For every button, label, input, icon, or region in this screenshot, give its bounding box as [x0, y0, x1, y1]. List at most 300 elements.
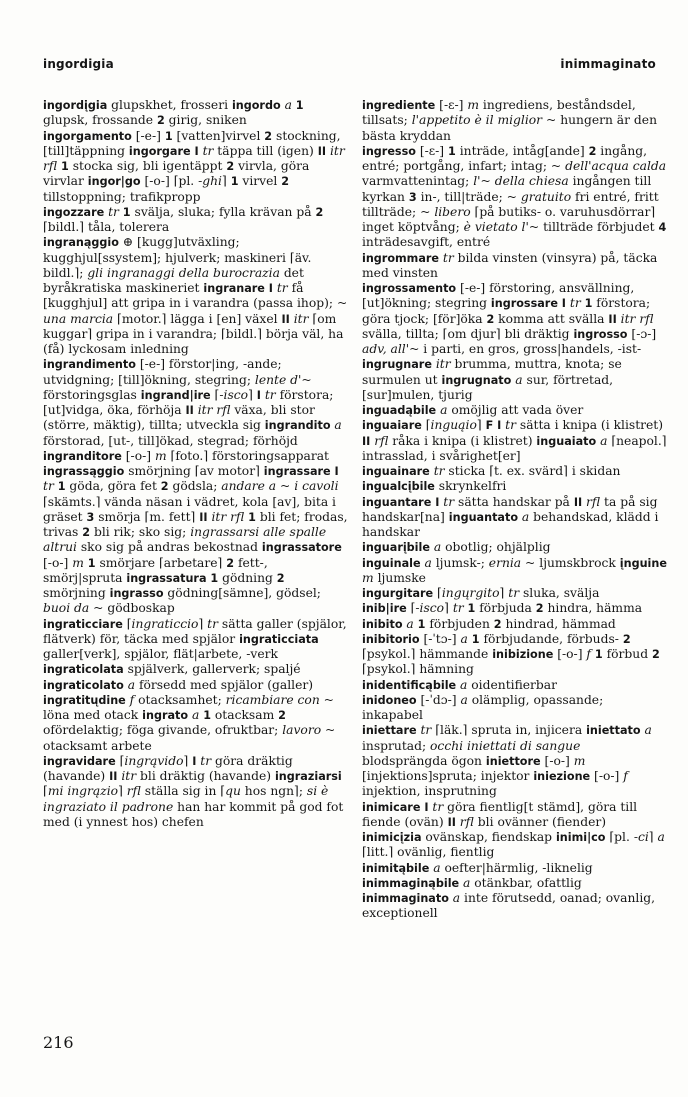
entry-text: obotlig; ohjälplig	[441, 540, 551, 555]
headword: inibito	[362, 617, 403, 631]
entry-text: otänkbar, ofattlig	[470, 875, 582, 890]
entry-text: omöjlig att vada över	[447, 403, 584, 417]
headword: ingranditore	[43, 449, 122, 463]
entry-text: tillstoppning; trafikpropp	[43, 189, 201, 204]
entry-text: [injektions]spruta; injektor	[362, 769, 534, 783]
italic-text: itr rfl	[207, 509, 245, 524]
headword: 2	[588, 144, 597, 158]
entry-text: ⌈psykol.⌉ hämmande	[362, 647, 493, 661]
italic-text: a	[518, 509, 530, 524]
entry-text: täppa till (igen)	[213, 143, 318, 158]
entry-text: ljumskbrock	[535, 555, 620, 570]
entry-text: ⊕ [kugg]utväxling; kugghjul[ssystem]; hjulverk; maskineri ⌈äv. bildl.⌉;	[43, 235, 312, 280]
headword: inimicįzia	[362, 831, 422, 844]
italic-text: ingrassarsi alle spalle altrui	[43, 525, 327, 555]
entry-text: göra dräktig (havande)	[43, 753, 293, 783]
headword: ingranare	[203, 282, 265, 295]
entry-text: svälja, sluka; fylla krävan på	[130, 204, 316, 219]
italic-text: f	[586, 647, 591, 661]
headword: ingraziarsi	[274, 770, 342, 783]
italic-text: itr	[117, 769, 137, 783]
headword: inibizione	[492, 648, 554, 661]
entry-text: ⌈psykol.⌉ hämning	[362, 662, 474, 677]
italic-text: a	[657, 830, 665, 844]
entry-text: hungern är den bästa kryddan	[362, 113, 657, 143]
italic-text: buoi da ~	[43, 601, 104, 616]
italic-text: -isco	[219, 387, 249, 402]
headword: 1	[244, 510, 256, 524]
italic-text: rfl	[126, 784, 141, 799]
headword: II	[573, 495, 583, 509]
entry-text: ⌈	[122, 616, 132, 631]
entry-text: inte förutsedd, oanad; ovanlig, exceptionell	[362, 891, 656, 921]
entry-text: [-o-]	[43, 555, 73, 570]
headword: 1	[53, 480, 66, 494]
headword: 1	[467, 632, 480, 646]
italic-text: inguąio	[430, 418, 477, 433]
headword: I	[330, 465, 339, 478]
headword: I	[420, 800, 429, 814]
headword: inguaiare	[362, 419, 422, 433]
headword: inguantare	[362, 495, 432, 509]
entry-text: [-ε-]	[415, 143, 449, 158]
entry-text: i parti, en gros, gross|handels, -ist-	[419, 342, 642, 356]
entry-text: virvel	[238, 174, 282, 189]
headword: 1	[448, 144, 456, 158]
entry-text: ⌈läk.⌉ spruta in, injicera	[431, 723, 587, 738]
entry-text: gödning	[218, 570, 277, 585]
entry-text: [-o-]	[121, 448, 155, 463]
entry-text: [-e-] förstoring, ansvällning, [ut]ökning; stegring	[362, 281, 635, 311]
entry-text: förstoringsglas	[43, 387, 141, 402]
italic-text: a	[436, 403, 448, 417]
entry-text: smörjare ⌈arbetare⌉	[95, 555, 227, 570]
headword: ingrosso	[573, 327, 628, 341]
italic-text: tr	[429, 464, 445, 478]
entry-text: gödning[sämne], gödsel;	[163, 586, 321, 600]
entry-text: sätta galler (spjälor, flätverk) för, täcka med spjälor	[43, 616, 347, 646]
entry-text: [-ˈdɔ-]	[416, 692, 461, 707]
headword: ingravidare	[43, 754, 116, 768]
entry-text: behandskad, klädd i handskar	[362, 509, 659, 539]
entry-text: ingången till kyrkan	[362, 174, 652, 204]
italic-text: tr	[565, 296, 581, 311]
headword: inguainare	[362, 465, 430, 478]
entry-text: försedd med spjälor (galler)	[135, 677, 314, 692]
italic-text: a	[460, 692, 468, 707]
entry-text: [-e-] förstor|ing, -ande; utvidgning; [till]ökning, stegring;	[43, 357, 282, 387]
entry-text: stockning, [till]täppning	[43, 128, 341, 158]
entry-text: inträde, intåg[ande]	[455, 143, 589, 158]
headword: ingozzare	[43, 205, 105, 219]
headword: I	[557, 297, 566, 311]
italic-text: occhi iniettati di sangue	[430, 738, 581, 753]
entry-text: sätta i knipa (i klistret)	[516, 418, 664, 433]
dictionary-entry	[362, 495, 668, 541]
headword: ingrassare	[263, 465, 331, 478]
entry-text: ofördelaktig; föga givande, ofruktbar;	[43, 723, 283, 738]
headword: II	[362, 434, 371, 448]
entry-text: komma att svälla	[494, 311, 609, 326]
italic-text: tr	[452, 601, 464, 616]
headword: II	[317, 144, 327, 158]
italic-text: una marcia	[43, 311, 114, 326]
headword: inguaiato	[536, 434, 597, 448]
italic-text: ricambiare con ~	[225, 692, 334, 707]
entry-text: ⌉	[248, 387, 257, 402]
headword: ingurgitare	[362, 587, 434, 600]
dictionary-entry	[362, 479, 668, 494]
headword: inguinale	[362, 556, 421, 570]
headword: II	[447, 815, 456, 829]
entry-text: bli rik; sko sig;	[90, 525, 191, 539]
headword: ingranąggio	[43, 236, 119, 250]
italic-text: a	[511, 372, 523, 387]
headword: 1	[118, 205, 131, 219]
entry-text: göda, göra fet	[65, 479, 161, 494]
headword: 2	[278, 709, 286, 722]
italic-text: a	[640, 723, 652, 738]
left-column	[43, 98, 349, 830]
entry-text: gödsla;	[168, 479, 222, 494]
entry-text: insprutad;	[362, 738, 431, 753]
entry-text: in-, till|träde; ~	[416, 189, 521, 204]
italic-text: f	[125, 692, 135, 707]
entry-text: förstora; göra tjock; [för]öka	[362, 296, 651, 326]
entry-text: fri entré, fritt tillträde; ~	[362, 189, 659, 219]
dictionary-entry	[362, 281, 668, 357]
headword: ingorgare	[128, 144, 191, 158]
headword: I	[190, 144, 199, 158]
dictionary-entry	[362, 251, 668, 282]
italic-text: lavoro ~	[282, 723, 336, 738]
dictionary-entry	[362, 556, 668, 587]
entry-text: sur, förtretad, [sur]mulen, tjurig	[362, 372, 614, 402]
headword: II	[109, 770, 118, 783]
headword: 1	[83, 556, 96, 570]
entry-text: olämplig, opassande; inkapabel	[362, 692, 604, 722]
italic-text: qu	[225, 784, 241, 799]
headword: 2	[264, 129, 273, 143]
headword: ingordįgia	[43, 99, 108, 112]
entry-text: ingång, entré; portgång, infart; intag; ~	[362, 143, 648, 173]
dictionary-entry	[43, 617, 349, 663]
right-column	[362, 98, 668, 922]
headword: ingrandito	[264, 419, 331, 433]
headword: ingrugnare	[362, 358, 432, 372]
running-head-left: ingordigia	[43, 57, 114, 71]
entry-text: varmvattenintag;	[362, 174, 474, 189]
dictionary-entry	[43, 98, 349, 129]
italic-text: a	[456, 677, 468, 692]
entry-text: förbjuda	[475, 601, 536, 616]
entry-text: otacksamhet;	[134, 692, 226, 707]
dictionary-entry	[362, 693, 668, 724]
entry-text: ⌉	[198, 616, 208, 631]
entry-text: girig, sniken	[164, 113, 247, 128]
dictionary-entry	[362, 98, 668, 144]
entry-text: växa, bli stor (större, mäktig), tillta; utveckla sig	[43, 403, 315, 433]
entry-text: ⌈	[43, 784, 48, 799]
italic-text: ingraticcio	[131, 616, 199, 631]
headword: II	[185, 404, 194, 417]
italic-text: a	[429, 860, 441, 875]
headword: ingraticciare	[43, 617, 123, 631]
entry-text: förstorad, [ut-, till]ökad, stegrad; förhöjd	[43, 433, 298, 448]
entry-text: [-o-]	[540, 753, 574, 768]
italic-text: libero	[434, 204, 471, 219]
italic-text: itr rfl	[193, 403, 231, 417]
headword: ingresso	[362, 144, 416, 158]
italic-text: a	[402, 616, 414, 631]
headword: ingor|go	[87, 175, 141, 189]
entry-text: [vatten]virvel	[172, 128, 265, 143]
italic-text: itr rfl	[43, 143, 345, 173]
entry-text: blodsprängda ögon	[362, 753, 486, 768]
entry-text: ⌉	[222, 174, 231, 189]
dictionary-entry	[362, 678, 668, 693]
dictionary-entry	[43, 754, 349, 830]
italic-text: a	[448, 891, 461, 905]
entry-text: otacksamt arbete	[43, 738, 152, 753]
entry-text: få [kugghjul] att gripa in i varandra (passa ihop); ~	[43, 281, 348, 311]
headword: iniettore	[485, 754, 541, 768]
headword: 1	[164, 129, 173, 143]
entry-text: förbud	[602, 647, 652, 661]
headword: inidentificąbile	[362, 678, 457, 692]
entry-text: ljumsk-;	[431, 555, 489, 570]
entry-text: [-e-]	[131, 128, 165, 143]
italic-text: tr	[272, 281, 288, 295]
headword: ingrassatore	[261, 541, 342, 555]
headword: 1	[291, 99, 304, 112]
headword: ingrand|ire	[140, 388, 211, 402]
entry-text: virvla, göra virvlar	[43, 159, 310, 189]
entry-text: ⌈foto.⌉ förstoringsapparat	[166, 448, 330, 463]
headword: ingraticolata	[43, 663, 124, 677]
italic-text: a	[429, 540, 442, 555]
headword: iniettato	[586, 724, 641, 738]
italic-text: tr	[104, 204, 119, 219]
entry-text: ⌈	[115, 753, 125, 768]
dictionary-entry	[362, 601, 668, 677]
dictionary-entry	[362, 357, 668, 403]
headword: 2	[82, 526, 91, 539]
dictionary-entry	[43, 357, 349, 464]
headword: I	[431, 495, 440, 509]
entry-text: bli ovänner (fiender)	[473, 814, 607, 829]
entry-text: ovänskap, fiendskap	[421, 830, 556, 844]
entry-text: hindra, hämma	[543, 601, 643, 616]
running-head-right: inimmaginato	[560, 57, 656, 71]
headword: inimicare	[362, 800, 421, 814]
entry-text: gödboskap	[103, 601, 175, 616]
entry-text: inträdesavgift, entré	[362, 235, 491, 250]
headword: ingualcįbile	[362, 480, 435, 494]
entry-text: ⌈pl.	[605, 830, 634, 844]
entry-text: tillträde förbjudet	[539, 220, 659, 234]
dictionary-entry	[362, 586, 668, 601]
italic-text: m	[573, 753, 586, 768]
entry-text: ⌈om kuggar⌉ gripa in i varandra; ⌈bildl.⌉ börja väl, ha (få) lyckosam inledning	[43, 311, 344, 356]
entry-text: han har kommit på god fot med (i ynnest hos) chefen	[43, 799, 344, 829]
headword: II	[281, 312, 290, 326]
headword: 2	[276, 571, 285, 585]
entry-text: ⌈skämts.⌉ vända näsan i vädret, kola [av], bita i gräset	[43, 494, 336, 524]
entry-text: glupsk, frossande	[43, 113, 157, 128]
entry-text: hos ngn⌉;	[240, 784, 307, 799]
italic-text: tr	[439, 494, 455, 509]
italic-text: mi ingrązio	[47, 784, 119, 799]
italic-text: m	[362, 570, 374, 585]
italic-text: tr	[438, 250, 454, 265]
dictionary-entry	[43, 662, 349, 693]
entry-text: otacksam	[211, 708, 279, 722]
entry-text: förbjudande, förbuds-	[479, 631, 623, 646]
headword: inguarįbile	[362, 541, 430, 555]
dictionary-entry	[43, 205, 349, 236]
entry-text: [-ε-]	[435, 98, 468, 112]
page-number: 216	[43, 1033, 74, 1052]
dictionary-entry	[362, 876, 668, 922]
entry-text: ⌉	[183, 753, 193, 768]
italic-text: -ci	[633, 830, 649, 844]
italic-text: itr rfl	[616, 311, 654, 326]
headword: ingrasso	[109, 587, 164, 600]
entry-text: bli fet; frodas, trivas	[43, 509, 348, 539]
headword: 3	[408, 190, 417, 204]
entry-text: förstora; [ut]vidga, öka, förhöja	[43, 387, 334, 417]
dictionary-entry	[362, 800, 668, 861]
italic-text: a	[123, 677, 136, 692]
entry-text: bli dräktig (havande)	[136, 769, 275, 783]
entry-text: ta på sig handskar[na]	[362, 494, 658, 524]
italic-text: tr	[508, 586, 520, 600]
entry-text: galler[verk], spjälor, flät|arbete, -verk	[43, 647, 278, 661]
entry-text: förbjuden	[425, 616, 494, 631]
dictionary-entry	[43, 693, 349, 754]
italic-text: a	[330, 418, 342, 433]
italic-text: tr	[428, 799, 444, 814]
entry-text: ⌈motor.⌉ lägga i [en] växel	[113, 311, 282, 326]
headword: iniettare	[362, 724, 417, 738]
headword: ingrommare	[362, 251, 439, 265]
italic-text: gli ingranaggi della burocrazia	[87, 265, 280, 280]
entry-text: fett-, smörj|spruta	[43, 555, 268, 585]
headword: 2	[160, 480, 169, 494]
dictionary-entry	[362, 861, 668, 876]
headword: 1	[590, 648, 603, 661]
italic-text: lente d'~	[254, 372, 312, 387]
italic-text: ingųrgito	[441, 586, 500, 600]
italic-text: m	[154, 448, 167, 463]
italic-text: dell'acqua calda	[565, 159, 667, 173]
entry-text: ⌉	[444, 601, 453, 616]
italic-text: f	[623, 769, 628, 783]
headword: 2	[652, 648, 660, 661]
entry-text: smörjning	[43, 586, 110, 600]
entry-text: [-o-]	[590, 769, 624, 783]
entry-text: sätta handskar på	[454, 494, 574, 509]
entry-text: ⌉	[118, 784, 127, 799]
headword: inimmaginąbile	[362, 876, 460, 890]
italic-text: tr	[198, 143, 214, 158]
headword: įnguine	[619, 556, 667, 570]
dictionary-entry	[43, 129, 349, 205]
entry-text: ⌈	[433, 586, 442, 600]
entry-text: råka i knipa (i klistret)	[388, 433, 537, 448]
entry-text: bilda vinsten (vinsyra) på, täcka med vinsten	[362, 250, 658, 280]
entry-text: ⌉	[476, 418, 486, 433]
entry-text: injektion, insprutning	[362, 784, 497, 799]
entry-text: brumma, muttra, knota; se surmulen ut	[362, 357, 622, 387]
headword: ingrato	[142, 709, 189, 722]
entry-text: ⌈bildl.⌉ tåla, tolerera	[43, 220, 170, 234]
headword: ingrugnato	[441, 373, 512, 387]
entry-text: [-o-] ⌈pl.	[140, 174, 199, 189]
entry-text: ⌉	[499, 586, 509, 600]
italic-text: a	[459, 875, 471, 890]
headword: 2	[622, 632, 631, 646]
headword: 2	[315, 205, 324, 219]
entry-text: ljumske	[373, 570, 426, 585]
italic-text: l'appetito è il miglior ~	[411, 113, 557, 128]
headword: 2	[156, 114, 165, 128]
headword: iniezione	[533, 770, 591, 783]
italic-text: adv, all'~	[362, 342, 420, 356]
headword: 3	[86, 510, 95, 524]
entry-text: ⌉	[648, 830, 658, 844]
dictionary-entry	[362, 418, 668, 464]
italic-text: -isco	[415, 601, 445, 616]
italic-text: l'~ della chiesa	[473, 174, 569, 189]
headword: inimi|co	[555, 831, 606, 844]
headword: inimmaginato	[362, 892, 449, 905]
headword: ingraticciata	[239, 632, 319, 646]
italic-text: è vietato l'~	[463, 220, 540, 234]
italic-text: tr	[416, 723, 432, 738]
dictionary-entry	[43, 235, 349, 357]
headword: ingrossare	[490, 297, 558, 311]
entry-text: löna med otack	[43, 708, 143, 722]
headword: ingorgamento	[43, 129, 132, 143]
entry-text: sluka, svälja	[519, 586, 600, 600]
headword: I	[256, 388, 261, 402]
entry-text: göra fientlig[t stämd], göra till fiende (ovän)	[362, 799, 638, 829]
entry-text: sticka ⌈t. ex. svärd⌉ i skidan	[444, 464, 621, 478]
italic-text: tr	[196, 753, 212, 768]
italic-text: tr	[501, 418, 516, 433]
entry-text: ⌈	[406, 601, 416, 616]
italic-text: ernia ~	[488, 555, 536, 570]
italic-text: rfl	[370, 433, 389, 448]
headword: 1	[199, 709, 211, 722]
headword: I	[192, 754, 197, 768]
entry-text: ⌈	[421, 418, 431, 433]
italic-text: -ghi	[198, 174, 222, 189]
entry-text: smörja ⌈m. fett⌉	[94, 509, 200, 524]
entry-text: skrynkelfri	[434, 479, 507, 494]
italic-text: a	[280, 98, 292, 112]
italic-text: itr	[289, 311, 309, 326]
headword: ingrassąggio	[43, 465, 125, 478]
dictionary-entry	[362, 723, 668, 799]
headword: 2	[226, 160, 235, 173]
dictionary-entry	[362, 144, 668, 251]
dictionary-entry	[362, 464, 668, 479]
entry-text: oefter|härmlig, -liknelig	[440, 860, 593, 875]
entry-text: stocka sig, bli igentäppt	[68, 159, 227, 173]
